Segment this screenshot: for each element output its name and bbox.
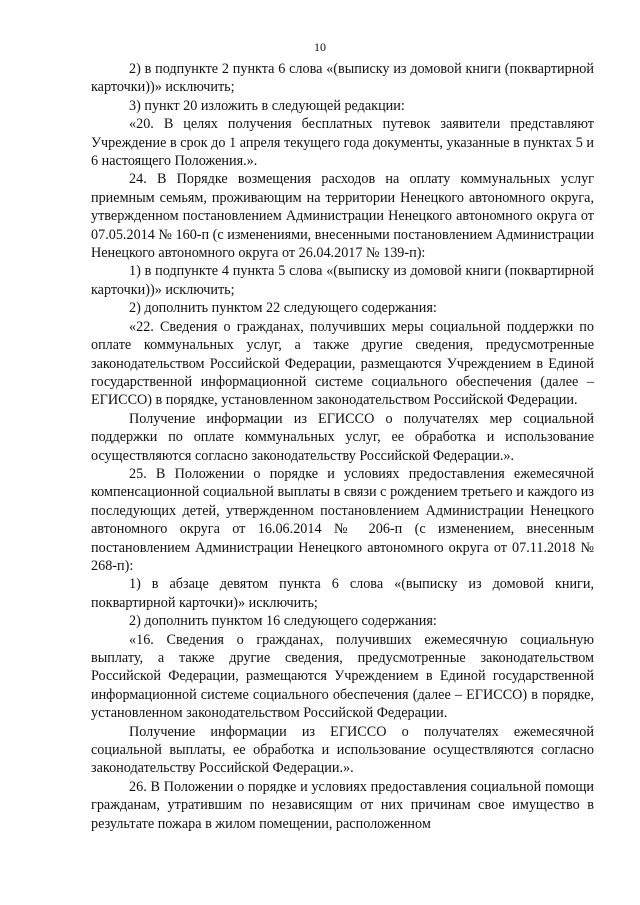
paragraph: Получение информации из ЕГИССО о получателях мер социальной поддержки по оплате коммунальных услуг, ее обработка и использование осуществляются согласно законодательству Российской Федерации.». — [91, 410, 594, 464]
paragraph: «16. Сведения о гражданах, получивших ежемесячную социальную выплату, а также другие сведения, предусмотренные законодательством Российской Федерации, размещаются Учреждением в Единой государственной информационной системе социального обеспечения (далее – ЕГИССО) в порядке, установленном законодательством Российской Федерации. — [91, 631, 594, 722]
paragraph: 26. В Положении о порядке и условиях предоставления социальной помощи гражданам, утратившим по независящим от них причинам свое имущество в результате пожара в жилом помещении, расположенном — [91, 778, 594, 832]
paragraph: 3) пункт 20 изложить в следующей редакции: — [129, 97, 405, 114]
paragraph: 2) дополнить пунктом 22 следующего содержания: — [129, 300, 437, 317]
paragraph: 2) дополнить пунктом 16 следующего содержания: — [129, 613, 437, 630]
paragraph: 1) в абзаце девятом пункта 6 слова «(выписку из домовой книги, поквартирной карточки)» исключить; — [91, 576, 594, 611]
paragraph: «22. Сведения о гражданах, получивших меры социальной поддержки по оплате коммунальных услуг, а также другие сведения, предусмотренные законодательством Российской Федерации, размещаются Учреждением в Единой государственной информационной системе социального обеспечения (далее – ЕГИССО) в порядке, установленном законодательством Российской Федерации. — [91, 318, 594, 409]
page-number: 10 — [314, 40, 326, 54]
paragraph: 2) в подпункте 2 пункта 6 слова «(выписку из домовой книги (поквартирной карточки))» исключить; — [91, 61, 594, 96]
paragraph: 25. В Положении о порядке и условиях предоставления ежемесячной компенсационной социальной выплаты в связи с рождением третьего и каждого из последующих детей, утвержденном постановлением Администрации Ненецкого автономного округа от 16.06.2014 № 206-п (с изменением, внесенным постановлением Администрации Ненецкого автономного округа от 07.11.2018 № 268-п): — [91, 465, 594, 574]
paragraph: 1) в подпункте 4 пункта 5 слова «(выписку из домовой книги (поквартирной карточки))» исключить; — [91, 263, 594, 298]
paragraph: 24. В Порядке возмещения расходов на оплату коммунальных услуг приемным семьям, проживающим на территории Ненецкого автономного округа, утвержденном постановлением Администрации Ненецкого автономного округа от 07.05.2014 № 160-п (с изменениями, внесенными постановлением Администрации Ненецкого автономного округа от 26.04.2017 № 139-п): — [91, 171, 594, 262]
paragraph: «20. В целях получения бесплатных путевок заявители представляют Учреждение в срок до 1 апреля текущего года документы, указанные в пунктах 5 и 6 настоящего Положения.». — [91, 116, 594, 170]
document-body — [91, 60, 594, 833]
paragraph: Получение информации из ЕГИССО о получателях ежемесячной социальной выплаты, ее обработка и использование осуществляются согласно законодательству Российской Федерации.». — [91, 723, 594, 777]
